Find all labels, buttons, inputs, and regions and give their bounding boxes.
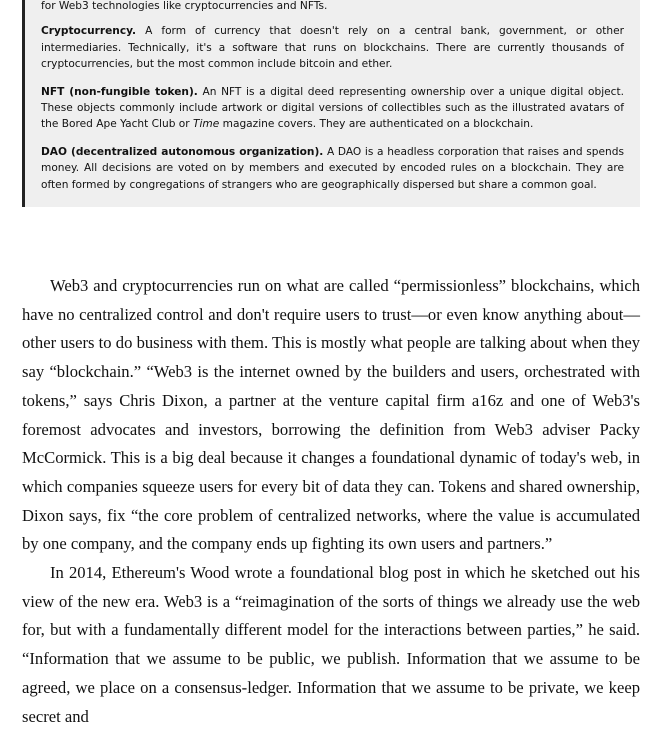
- glossary-definition-nft-part-1: An NFT is a digital deed representing ownership over a unique digital object. These objects commonly include artwork or digital versions of collectibles such as the illustrated avatars of the Bored Ape Yacht Club or: [41, 85, 624, 131]
- glossary-term-nft: NFT (non-fungible token).: [41, 85, 198, 98]
- glossary-entry-dao: [41, 144, 624, 193]
- glossary-definition-nft-part-2: magazine covers. They are authenticated on a blockchain.: [219, 118, 534, 131]
- glossary-entry-nft: [41, 84, 624, 133]
- glossary-definition-nft-italic: Time: [193, 118, 220, 131]
- glossary-term-dao: DAO (decentralized autonomous organization).: [41, 145, 324, 158]
- glossary-term-cryptocurrency: Cryptocurrency.: [41, 25, 137, 38]
- glossary-entry-cryptocurrency: [41, 23, 624, 72]
- glossary-lead-fragment: for Web3 technologies like cryptocurrencies and NFTs.: [41, 0, 328, 12]
- article-body: [22, 272, 640, 731]
- glossary-definition-cryptocurrency: A form of currency that doesn't rely on a central bank, government, or other intermediaries. Technically, it's a software that runs on blockchains. There are currently thousands of cryptocurrencies, but the most common include bitcoin and ether.: [41, 25, 624, 71]
- body-paragraph-2: In 2014, Ethereum's Wood wrote a foundational blog post in which he sketched out his view of the new era. Web3 is a “reimagination of the sorts of things we already use the web for, but with a fundamentally different model for the interactions between parties,” he said. “Information that we assume to be public, we publish. Information that we assume to be agreed, we place on a consensus-ledger. Information that we assume to be private, we keep secret and: [22, 563, 640, 726]
- body-paragraph-1: Web3 and cryptocurrencies run on what are called “permissionless” blockchains, which have no centralized control and don't require users to trust—or even know anything about—other users to do business with them. This is mostly what people are talking about when they say “blockchain.” “Web3 is the internet owned by the builders and users, orchestrated with tokens,” says Chris Dixon, a partner at the venture capital firm a16z and one of Web3's foremost advocates and investors, borrowing the definition from Web3 adviser Packy McCormick. This is a big deal because it changes a foundational dynamic of today's web, in which companies squeeze users for every bit of data they can. Tokens and shared ownership, Dixon says, fix “the core problem of centralized networks, where the value is accumulated by one company, and the company ends up fighting its own users and partners.”: [22, 276, 640, 554]
- glossary-sidebar: [22, 0, 640, 207]
- glossary-definition-dao: A DAO is a headless corporation that raises and spends money. All decisions are voted on by members and executed by encoded rules on a blockchain. They are often formed by congregations of strangers who are geographically dispersed but share a common goal.: [41, 145, 624, 191]
